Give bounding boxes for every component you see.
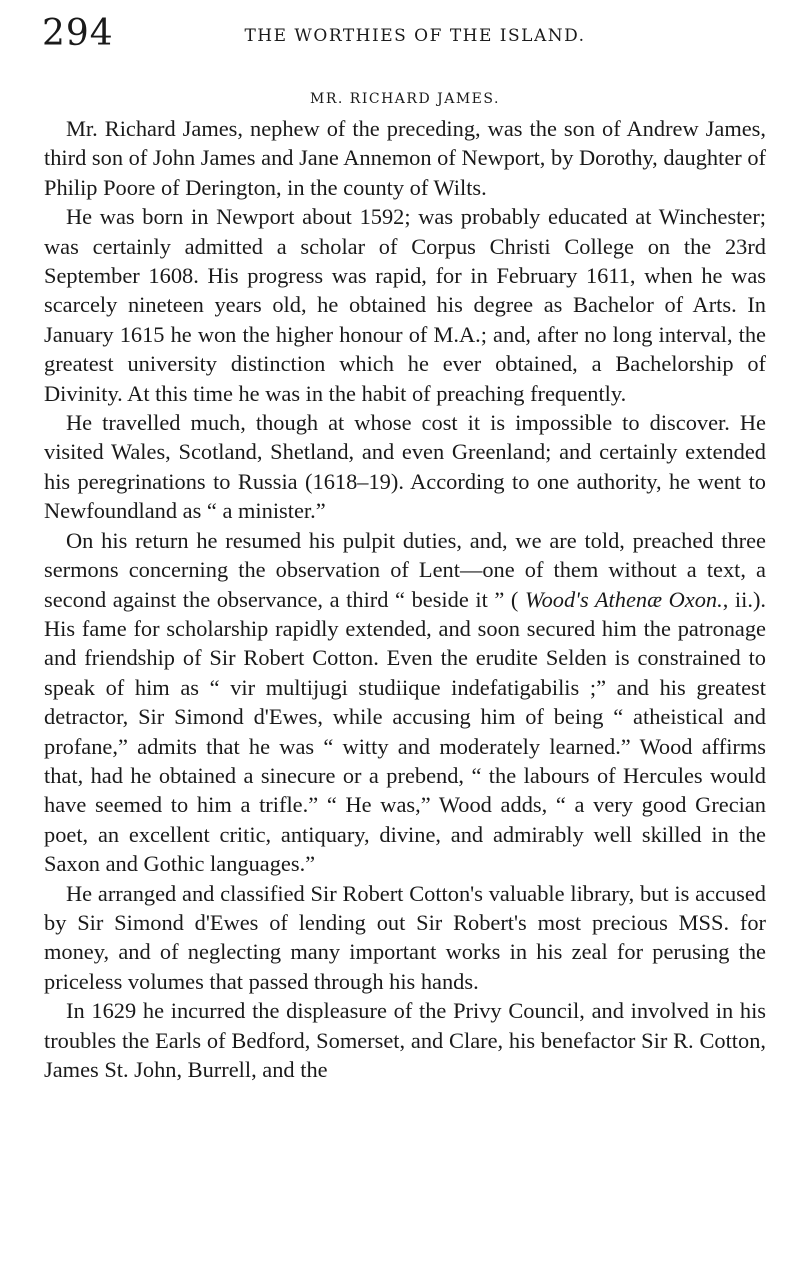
citation-italic: Wood's Athenæ Oxon. [524, 586, 723, 612]
paragraph-4 [44, 526, 766, 879]
body-text [44, 114, 766, 1084]
paragraph-1: Mr. Richard James, nephew of the preceding, was the son of Andrew James, third son of John James and Jane Annemon of Newport, by Dorothy, daughter of Philip Poore of Derington, in the county of Wilts. [44, 116, 766, 200]
page-number: 294 [42, 13, 114, 54]
running-title: THE WORTHIES OF THE ISLAND. [244, 26, 586, 46]
paragraph-6: In 1629 he incurred the displeasure of the Privy Council, and involved in his troubles the Earls of Bedford, Somerset, and Clare, his benefactor Sir R. Cotton, James St. John, Burrell, and the [44, 998, 766, 1082]
section-title: MR. RICHARD JAMES. [310, 91, 500, 107]
paragraph-5: He arranged and classified Sir Robert Cotton's valuable library, but is accused by Sir Simond d'Ewes of lending out Sir Robert's most precious MSS. for money, and of neglecting many important works in his zeal for perusing the priceless volumes that passed through his hands. [44, 880, 766, 994]
book-page [44, 14, 766, 1084]
paragraph-4-part-1: On his return he resumed his pulpit duties, and, we are told, preached three sermons concerning the observation of Lent—one of them without a text, a second against the observance, a third “ beside it ” ( [44, 527, 766, 612]
paragraph-4-part-2: , ii.). His fame for scholarship rapidly extended, and soon secured him the patronage and friendship of Sir Robert Cotton. Even the erudite Selden is constrained to speak of him as “ vir multijugi studiique indefatigabilis ;” and his greatest detractor, Sir Simond d'Ewes, while accusing him of being “ atheistical and profane,” admits that he was “ witty and moderately learned.” Wood affirms that, had he obtained a sinecure or a prebend, “ the labours of Hercules would have seemed to him a trifle.” “ He was,” Wood adds, “ a very good Grecian poet, an excellent critic, antiquary, divine, and admirably well skilled in the Saxon and Gothic languages.” [44, 586, 767, 877]
paragraph-3: He travelled much, though at whose cost it is impossible to discover. He visited Wales, Scotland, Shetland, and even Greenland; and certainly extended his peregrinations to Russia (1618–19). According to one authority, he went to Newfoundland as “ a minister.” [44, 410, 766, 524]
running-head [44, 14, 766, 64]
paragraph-2: He was born in Newport about 1592; was probably educated at Winchester; was certainly admitted a scholar of Corpus Christi College on the 23rd September 1608. His progress was rapid, for in February 1611, when he was scarcely nineteen years old, he obtained his degree as Bachelor of Arts. In January 1615 he won the higher honour of M.A.; and, after no long interval, the greatest university distinction which he ever obtained, a Bachelorship of Divinity. At this time he was in the habit of preaching frequently. [44, 204, 766, 406]
